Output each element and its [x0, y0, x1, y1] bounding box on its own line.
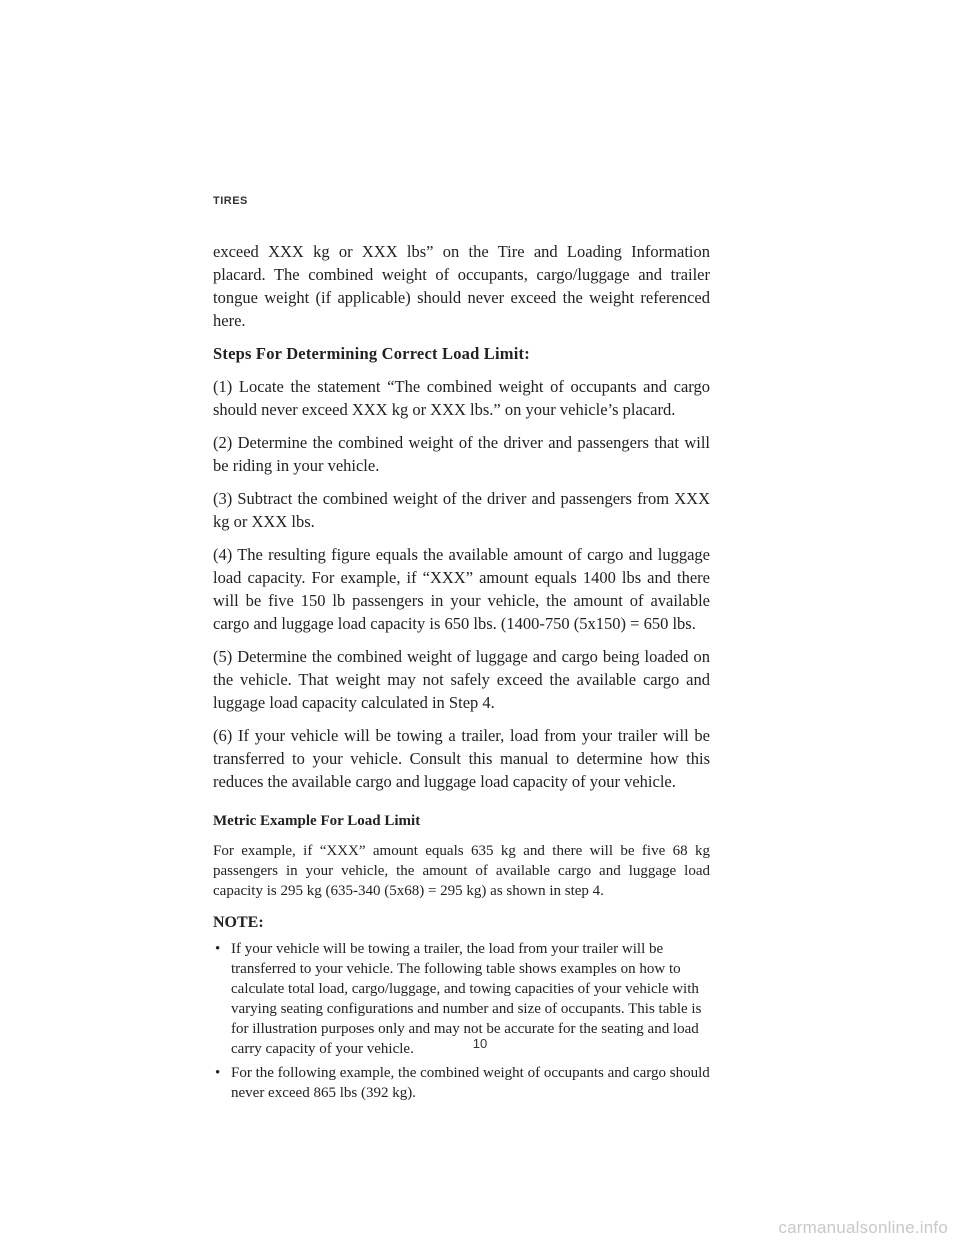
note-bullet-text: If your vehicle will be towing a trailer, the load from your trailer will be transferred to your vehicle. The following table shows examples on how to calculate total load, cargo/luggage, and towing capacities of your vehicle with varying seating configurations and number and size of occupants. This table is for illustration purposes only and may not be accurate for the seating and load carry capacity of your vehicle. — [231, 941, 702, 1057]
note-bullet-item — [213, 1063, 710, 1103]
note-label: NOTE: — [213, 914, 264, 931]
step-3: (3) Subtract the combined weight of the driver and passengers from XXX kg or XXX lbs. — [213, 489, 710, 531]
watermark: carmanualsonline.info — [778, 1218, 948, 1237]
note-bullet-list — [213, 939, 710, 1103]
step-4: (4) The resulting figure equals the available amount of cargo and luggage load capacity. For example, if “XXX” amount equals 1400 lbs and there will be five 150 lb passengers in your vehicle, the amount of available cargo and luggage load capacity is 650 lbs. (1400-750 (5x150) = 650 lbs. — [213, 545, 710, 633]
metric-heading: Metric Example For Load Limit — [213, 813, 421, 829]
note-bullet-text: For the following example, the combined weight of occupants and cargo should never exceed 865 lbs (392 kg). — [231, 1065, 710, 1101]
step-6: (6) If your vehicle will be towing a trailer, load from your trailer will be transferred to your vehicle. Consult this manual to determine how this reduces the available cargo and luggage load capacity of your vehicle. — [213, 726, 710, 791]
steps-heading: Steps For Determining Correct Load Limit: — [213, 344, 530, 363]
bullet-icon: • — [215, 1065, 221, 1081]
main-content — [213, 240, 710, 1107]
step-5: (5) Determine the combined weight of luggage and cargo being loaded on the vehicle. That weight may not safely exceed the available cargo and luggage load capacity calculated in Step 4. — [213, 647, 710, 712]
step-2: (2) Determine the combined weight of the driver and passengers that will be riding in your vehicle. — [213, 433, 710, 475]
metric-example-section — [213, 811, 710, 1103]
step-1: (1) Locate the statement “The combined weight of occupants and cargo should never exceed XXX kg or XXX lbs.” on your vehicle’s placard. — [213, 377, 710, 419]
page-number: 10 — [472, 1036, 488, 1051]
intro-paragraph: exceed XXX kg or XXX lbs” on the Tire and Loading Information placard. The combined weight of occupants, cargo/luggage and trailer tongue weight (if applicable) should never exceed the weight referenced here. — [213, 242, 710, 330]
metric-paragraph: For example, if “XXX” amount equals 635 kg and there will be five 68 kg passengers in your vehicle, the amount of available cargo and luggage load capacity is 295 kg (635-340 (5x68) = 295 kg) as shown in step 4. — [213, 843, 710, 899]
section-header: TIRES — [213, 195, 248, 207]
bullet-icon: • — [215, 941, 221, 957]
